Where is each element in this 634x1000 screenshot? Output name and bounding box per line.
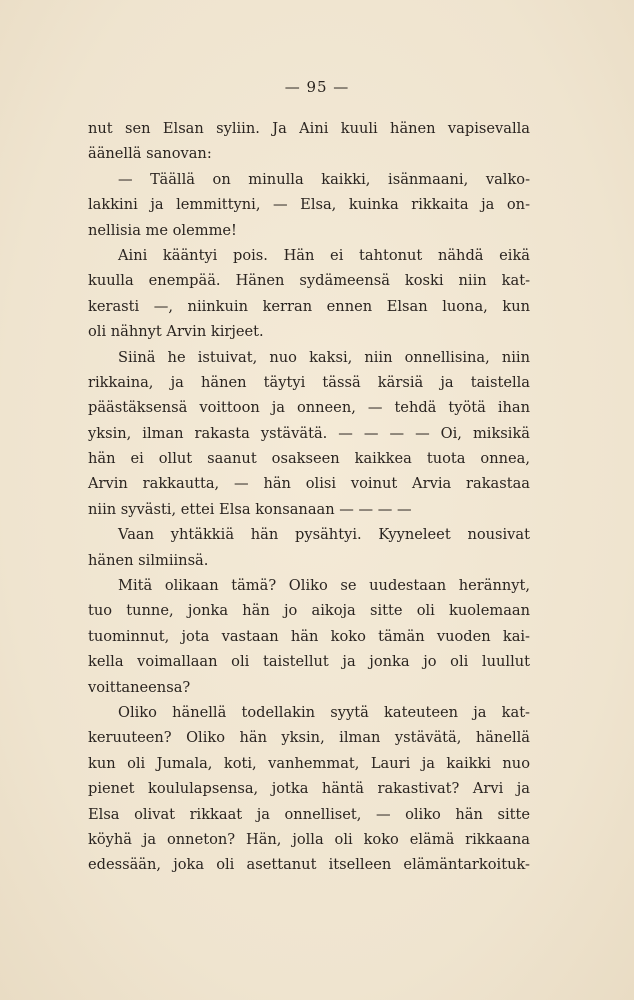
text-line: — Täällä on minulla kaikki, isänmaani, valko- <box>118 170 530 188</box>
text-line: Oliko hänellä todellakin syytä kateuteen ja kat- <box>118 703 530 721</box>
text-line: Vaan yhtäkkiä hän pysähtyi. Kyyneleet nousivat <box>118 526 530 544</box>
text-line: kun oli Jumala, koti, vanhemmat, Lauri ja kaikki nuo <box>88 754 530 772</box>
text-line: kuulla enempää. Hänen sydämeensä koski niin kat- <box>88 272 530 290</box>
text-line: pienet koululapsensa, jotka häntä rakastivat? Arvi ja <box>88 780 530 798</box>
text-line: päästäksensä voittoon ja onneen, — tehdä työtä ihan <box>88 399 530 417</box>
text-line: tuo tunne, jonka hän jo aikoja sitte oli kuolemaan <box>88 602 530 620</box>
text-line: oli nähnyt Arvin kirjeet. <box>88 323 264 341</box>
text-line: Mitä olikaan tämä? Oliko se uudestaan herännyt, <box>118 577 530 595</box>
text-line: Elsa olivat rikkaat ja onnelliset, — oliko hän sitte <box>88 805 530 823</box>
body-text <box>88 116 530 878</box>
text-line: kerasti —, niinkuin kerran ennen Elsan luona, kun <box>88 297 530 315</box>
text-line: kella voimallaan oli taistellut ja jonka jo oli luullut <box>88 653 530 671</box>
text-line: niin syvästi, ettei Elsa konsanaan — — — — <box>88 500 412 518</box>
text-line: Aini kääntyi pois. Hän ei tahtonut nähdä eikä <box>118 246 530 264</box>
text-line: yksin, ilman rakasta ystävätä. — — — — Oi, miksikä <box>88 424 530 442</box>
text-line: tuominnut, jota vastaan hän koko tämän vuoden kai- <box>88 627 530 645</box>
text-line: äänellä sanovan: <box>88 145 212 163</box>
text-line: edessään, joka oli asettanut itselleen elämäntarkoituk- <box>88 856 530 874</box>
text-line: nut sen Elsan syliin. Ja Aini kuuli hänen vapisevalla <box>88 120 530 137</box>
text-line: keruuteen? Oliko hän yksin, ilman ystävätä, hänellä <box>88 729 530 747</box>
text-line: lakkini ja lemmittyni, — Elsa, kuinka rikkaita ja on- <box>88 196 530 214</box>
text-line: rikkaina, ja hänen täytyi tässä kärsiä ja taistella <box>88 373 530 391</box>
text-line: Arvin rakkautta, — hän olisi voinut Arvia rakastaa <box>88 475 530 493</box>
text-line: hän ei ollut saanut osakseen kaikkea tuota onnea, <box>88 450 530 468</box>
text-line: köyhä ja onneton? Hän, jolla oli koko elämä rikkaana <box>88 830 530 848</box>
text-line: hänen silmiinsä. <box>88 551 209 569</box>
page-number: — 95 — <box>284 78 350 96</box>
text-line: Siinä he istuivat, nuo kaksi, niin onnellisina, niin <box>118 348 530 366</box>
text-line: voittaneensa? <box>88 678 191 696</box>
text-line: nellisia me olemme! <box>88 221 237 239</box>
